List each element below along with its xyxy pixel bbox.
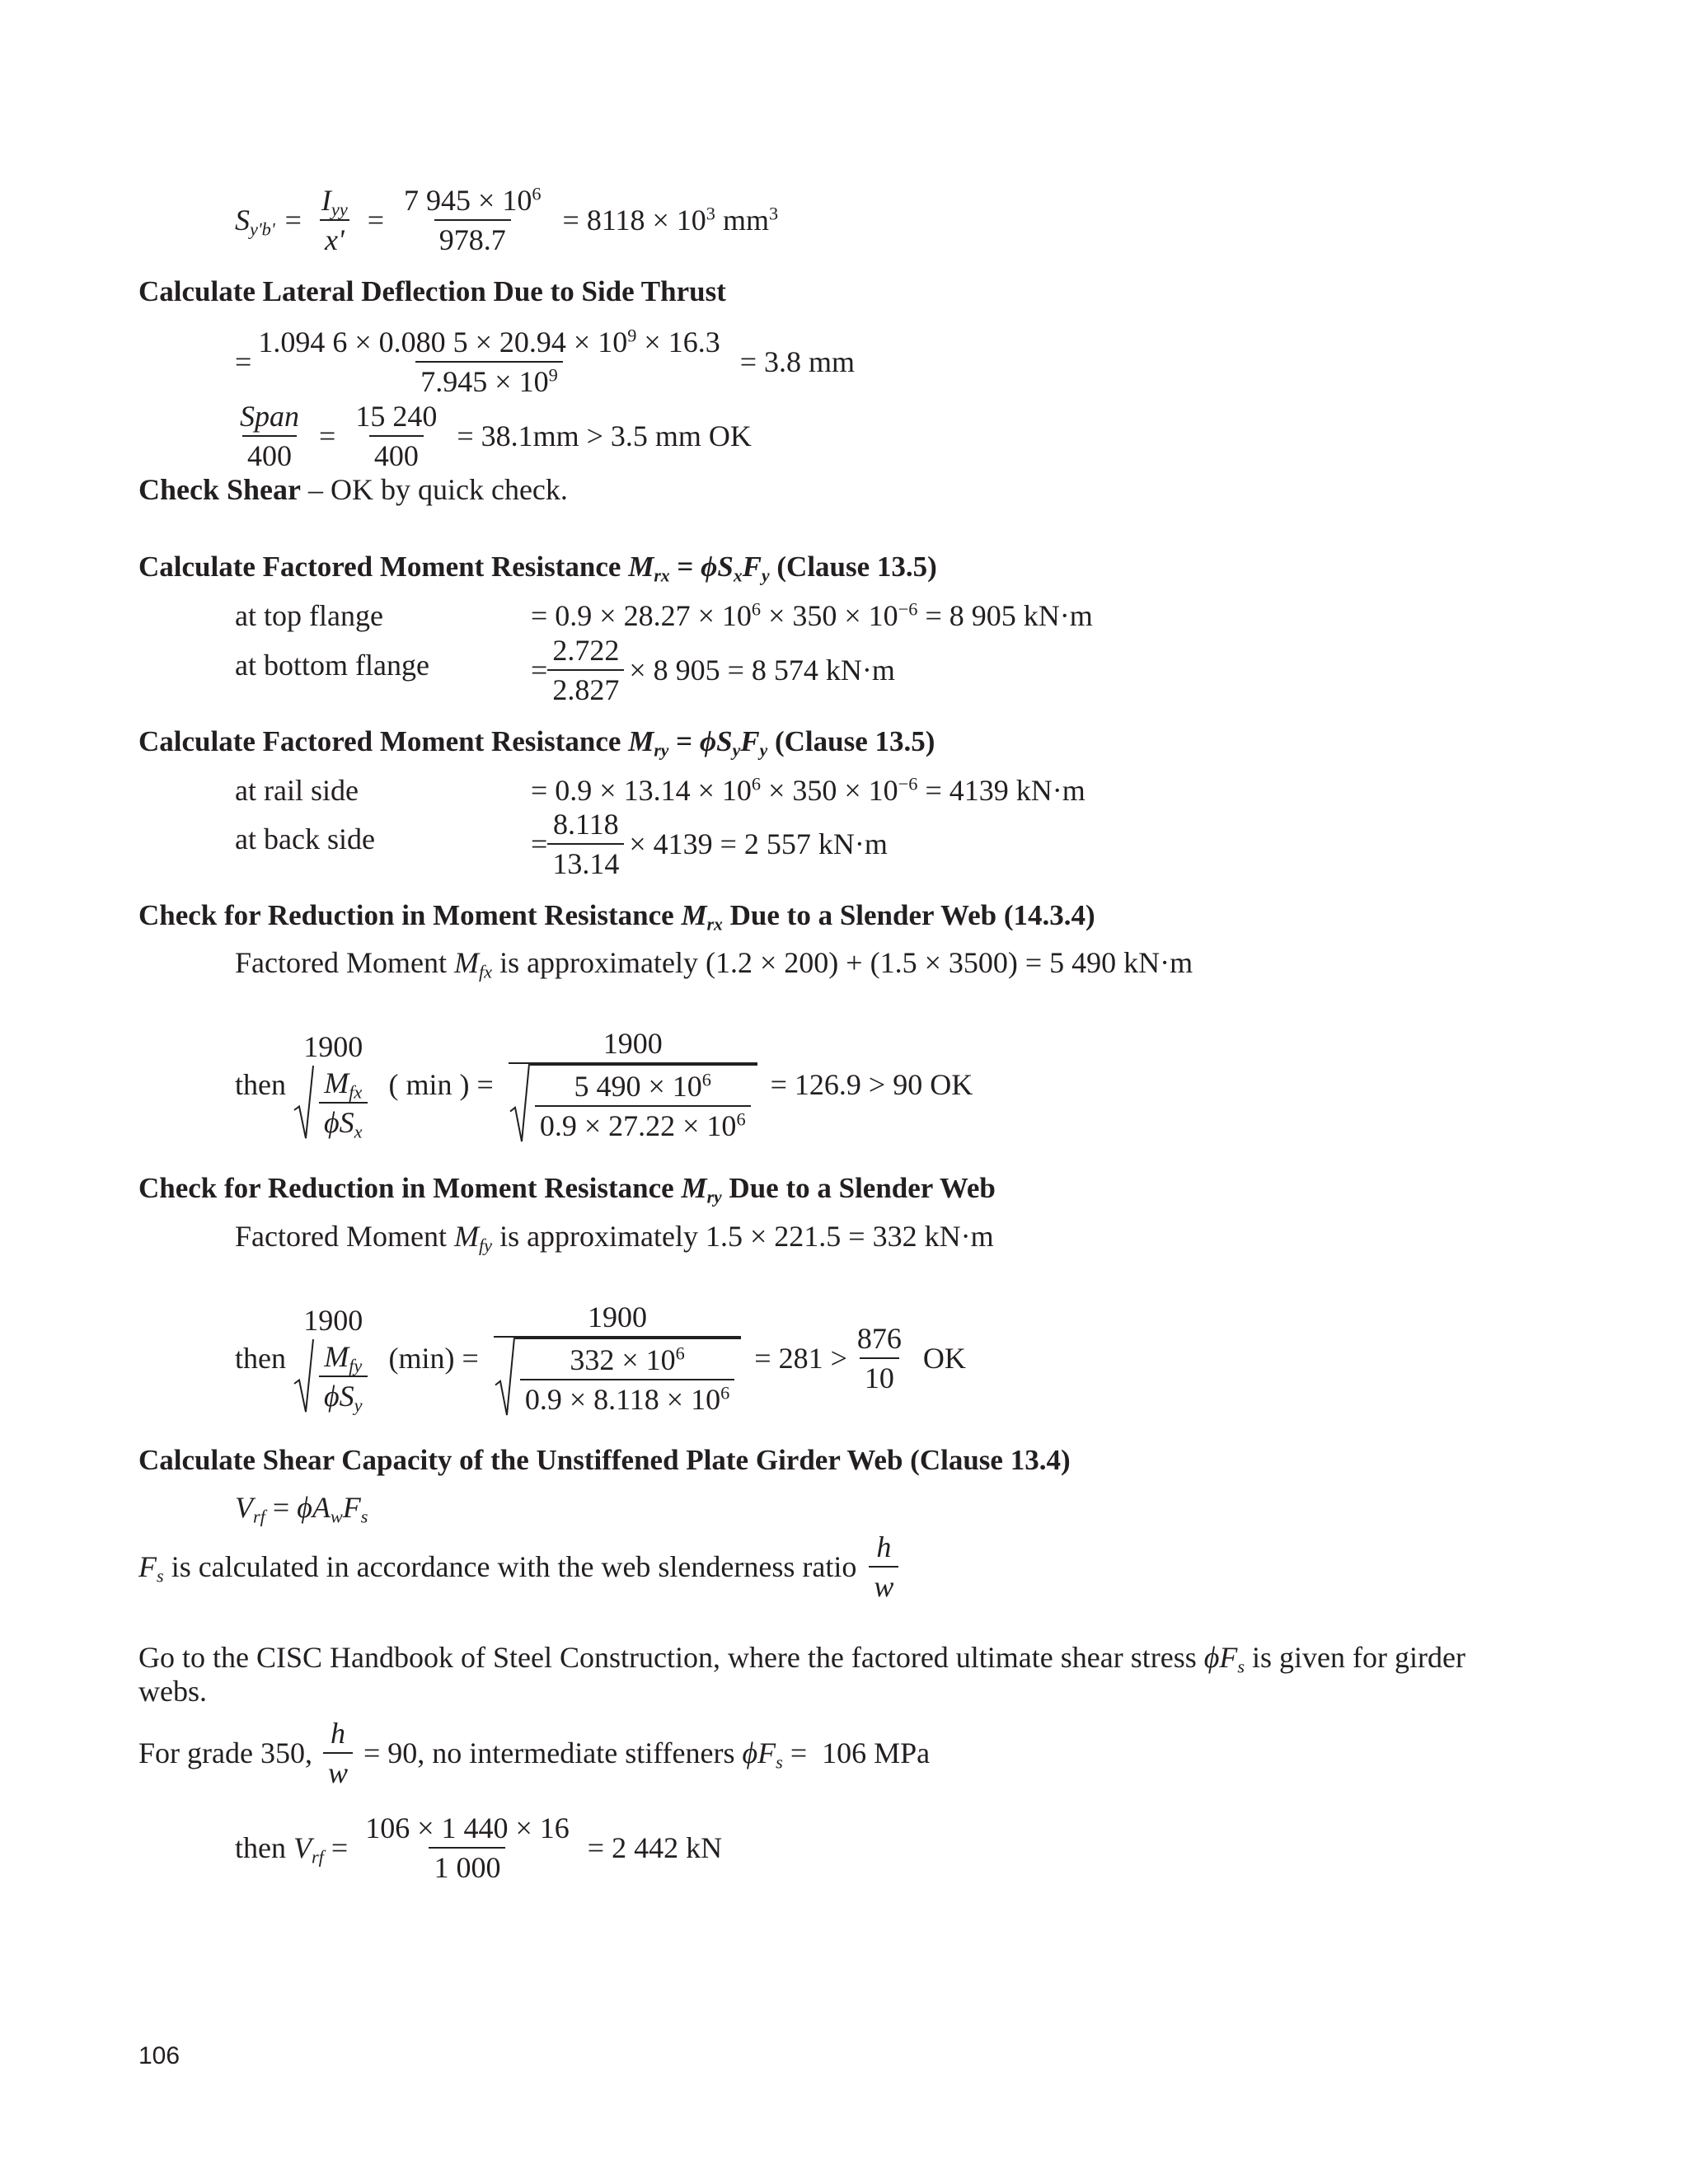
phi-symbol: ϕ: [742, 1736, 758, 1769]
factored-moment-prefix: Factored Moment: [235, 1220, 454, 1253]
num-332: 332 × 10: [570, 1343, 676, 1376]
den-2827: 2.827: [547, 669, 624, 707]
heading-lateral-deflection: Calculate Lateral Deflection Due to Side Thrust: [138, 275, 726, 307]
sym-m: M: [681, 1172, 707, 1204]
sub-s: s: [157, 1565, 164, 1586]
sym-s: S: [716, 725, 733, 757]
sym-s: S: [717, 551, 734, 583]
num-1900: 1900: [303, 1304, 363, 1337]
then-label: then: [235, 1342, 286, 1375]
sup-9a: 9: [627, 325, 637, 346]
deflection-denominator: 7.945 × 10: [420, 365, 549, 398]
heading-slender-x-prefix: Check for Reduction in Moment Resistance: [138, 899, 682, 931]
eq-final-vrf: [235, 1811, 722, 1885]
mry-rail-result: = 4139 kN·m: [917, 774, 1085, 807]
fraction-iyy-over-x: [316, 183, 353, 257]
sub-fx: fx: [478, 961, 493, 982]
sub-s: s: [776, 1751, 783, 1773]
mry-rail-expression: = 0.9 × 13.14 × 10: [531, 774, 752, 807]
sym-f: F: [1219, 1641, 1238, 1674]
deflection-numerator-tail: × 16.3: [636, 326, 720, 359]
mrx-bottom-expr: = $\frac{2.722}{2.827}$ × 8 905 = 8 574 kN·m: [531, 634, 895, 706]
equals: =: [265, 1491, 298, 1524]
grade-mid: = 90, no intermediate stiffeners: [355, 1736, 743, 1769]
num-15240: 15 240: [355, 400, 438, 433]
sym-h: h: [330, 1717, 345, 1750]
num-7945: 7 945 × 10: [404, 184, 532, 217]
cisc-text-1: Go to the CISC Handbook of Steel Construction, where the factored ultimate shear stress: [138, 1641, 1204, 1674]
heading-mry: [138, 725, 935, 761]
equals: =: [323, 1831, 356, 1864]
grade-prefix: For grade 350,: [138, 1736, 320, 1769]
radical-values: [494, 1338, 741, 1417]
num-1900b: 1900: [603, 1027, 663, 1060]
phi-symbol: ϕ: [297, 1491, 312, 1524]
sub-rf: rf: [253, 1506, 265, 1527]
radical-sign-icon: [293, 1339, 314, 1413]
num-876: 876: [856, 1322, 902, 1355]
radical-sign-icon: [494, 1338, 515, 1417]
heading-slender-web-mrx: [138, 899, 1095, 935]
fraction-1900-over-root-values: [494, 1300, 741, 1417]
sym-xprime: x': [320, 219, 349, 257]
cisc-text-2: is given for girder: [1245, 1641, 1465, 1674]
vrf-denominator: 1 000: [429, 1847, 505, 1885]
sym-m: M: [453, 1220, 479, 1253]
fraction-7945-over-978: [399, 183, 546, 257]
sup-minus6: −6: [898, 598, 918, 620]
slenderness-y-result: = 281 >: [754, 1342, 847, 1375]
radical-sign-icon: [293, 1066, 314, 1140]
mry-rail-expr: [531, 773, 1085, 807]
mry-back-result: × 4139 = 2 557 kN·m: [629, 827, 888, 860]
fraction-span-over-400: [235, 399, 304, 473]
eq-slenderness-x: [235, 1026, 973, 1143]
sym-h: h: [876, 1530, 892, 1563]
heading-mry-prefix: Calculate Factored Moment Resistance: [138, 725, 629, 757]
fraction-h-over-w: [869, 1530, 898, 1604]
heading-shear-capacity: Calculate Shear Capacity of the Unstiffened Plate Girder Web (Clause 13.4): [138, 1444, 1071, 1476]
heading-slender-x-suffix: Due to a Slender Web (14.3.4): [722, 899, 1095, 931]
sup-6: 6: [751, 598, 762, 620]
mry-back-expr: = $\frac{8.118}{13.14}$ × 4139 = 2 557 kN·m: [531, 808, 888, 880]
fraction-h-over-w: [323, 1716, 353, 1790]
then-label: then: [235, 1068, 286, 1101]
radical-mfx: [293, 1066, 374, 1140]
heading-mrx: [138, 551, 937, 586]
sub-rf: rf: [311, 1846, 324, 1868]
clause-ref: (Clause 13.5): [767, 725, 935, 757]
check-shear-bold: Check Shear: [138, 473, 301, 506]
mrx-top-label: at top flange: [235, 599, 383, 632]
eq-section-modulus: $S_{y'b'}$ = $\frac{I_{yy}}{x'}$ = $\frac{7 945 \times 10^6}{978.7}$ = $8118 \times 10^3$ $mm^3$: [235, 183, 779, 256]
sup-minus6: −6: [898, 773, 918, 794]
fraction-2722-over-2827: [547, 633, 624, 707]
sup-9b: 9: [548, 364, 558, 386]
sub-yy: yy: [331, 199, 348, 220]
sup-6: 6: [532, 183, 542, 204]
sub-y: y: [759, 740, 768, 761]
sub-s: s: [1237, 1656, 1245, 1677]
phi-symbol: ϕ: [323, 1380, 340, 1413]
heading-mrx-prefix: Calculate Factored Moment Resistance: [138, 551, 629, 583]
sup-6: 6: [751, 773, 762, 794]
den-8118: 0.9 × 8.118 × 10: [524, 1383, 721, 1416]
ok-label: OK: [922, 1342, 966, 1375]
num-5490: 5 490 × 10: [574, 1070, 702, 1103]
radical-values: [509, 1064, 757, 1143]
grade-350-line: [138, 1716, 930, 1790]
cisc-paragraph-line1: [138, 1641, 1465, 1677]
grade-result: = 106 MPa: [782, 1736, 931, 1769]
sub-ry: ry: [706, 1187, 722, 1207]
factored-moment-rest: is approximately 1.5 × 221.5 = 332 kN·m: [492, 1220, 994, 1253]
eq-span-limit: $\frac{\text{Span}}{400}$ = $\frac{15 240}{400}$ = 38.1mm > 3.5 mm OK: [235, 399, 752, 473]
heading-slender-y-prefix: Check for Reduction in Moment Resistance: [138, 1172, 682, 1204]
sym-w: w: [869, 1566, 898, 1604]
fraction-1900-over-root-values: [509, 1026, 757, 1143]
den-978: 978.7: [434, 219, 511, 257]
sup-3b: 3: [768, 203, 779, 224]
mrx-bottom-result: × 8 905 = 8 574 kN·m: [629, 654, 895, 687]
unit-mm: mm: [715, 204, 769, 237]
num-2722: 2.722: [552, 634, 620, 667]
check-shear-rest: – OK by quick check.: [301, 473, 568, 506]
fraction-deflection: [253, 325, 724, 399]
sub-fy: fy: [349, 1355, 363, 1376]
fraction-vrf: [360, 1811, 574, 1885]
den-2722: 0.9 × 27.22 × 10: [539, 1109, 737, 1142]
sub-ry: ry: [654, 740, 669, 761]
eq-vrf: [235, 1491, 368, 1527]
heading-slender-web-mry: [138, 1172, 996, 1207]
result-8118: = 8118 × 10: [562, 204, 706, 237]
vrf-result: = 2 442 kN: [587, 1831, 723, 1864]
sym-v: V: [235, 1491, 253, 1524]
span-label: Span: [240, 400, 299, 433]
sup-6: 6: [736, 1108, 746, 1130]
sym-m: M: [628, 551, 654, 583]
factored-moment-prefix: Factored Moment: [235, 946, 454, 979]
sub-y: y: [732, 740, 741, 761]
factored-moment-mfx: [235, 946, 1193, 982]
sub-rx: rx: [654, 565, 670, 586]
min-label: (min) =: [388, 1342, 479, 1375]
den-400a: 400: [242, 435, 297, 473]
sym-m: M: [324, 1066, 349, 1099]
sup-6: 6: [701, 1069, 711, 1090]
num-1900: 1900: [303, 1030, 363, 1063]
sym-w: w: [323, 1752, 353, 1790]
equals: =: [669, 551, 701, 583]
cisc-paragraph-line2: webs.: [138, 1675, 207, 1708]
sub-x: x: [354, 1121, 363, 1142]
sym-f: F: [138, 1550, 157, 1583]
sym-a: A: [312, 1491, 331, 1524]
sub-y: y: [762, 565, 770, 586]
mry-rail-mid: × 350 × 10: [761, 774, 898, 807]
sub-fx: fx: [349, 1081, 363, 1103]
fs-sentence-text: is calculated in accordance with the web slenderness ratio: [163, 1550, 865, 1583]
slenderness-x-result: = 126.9 > 90 OK: [770, 1068, 973, 1101]
sym-f: F: [757, 1736, 776, 1769]
fraction-1900-over-root: [293, 1303, 374, 1416]
mry-back-label: at back side: [235, 823, 375, 855]
mrx-top-result: = 8 905 kN·m: [917, 599, 1093, 632]
phi-symbol: ϕ: [701, 551, 718, 583]
sub-fy: fy: [478, 1235, 493, 1256]
sub-w: w: [330, 1506, 343, 1527]
sup-6: 6: [720, 1382, 730, 1404]
deflection-numerator: 1.094 6 × 0.080 5 × 20.94 × 10: [258, 326, 628, 359]
page-number: 106: [138, 2042, 181, 2069]
sup-6: 6: [675, 1343, 685, 1364]
fraction-876-over-10: [852, 1321, 907, 1395]
sym-f: F: [342, 1491, 361, 1524]
sup-3a: 3: [706, 203, 715, 224]
span-result: = 38.1mm > 3.5 mm OK: [457, 419, 752, 452]
sym-v: V: [293, 1831, 312, 1864]
eq-slenderness-y: [235, 1300, 966, 1417]
fraction-15240-over-400: [350, 399, 442, 473]
sub-y: y: [354, 1394, 363, 1416]
mrx-top-expression: = 0.9 × 28.27 × 10: [531, 599, 752, 632]
phi-symbol: ϕ: [699, 725, 717, 757]
den-1314: 13.14: [547, 843, 624, 881]
factored-moment-mfy: [235, 1220, 994, 1256]
sym-m: M: [628, 725, 654, 757]
mrx-top-mid: × 350 × 10: [761, 599, 898, 632]
fs-sentence: [138, 1530, 903, 1604]
radical-sign-icon: [509, 1064, 530, 1143]
sym-s: S: [339, 1380, 354, 1413]
num-8118: 8.118: [552, 808, 619, 841]
clause-ref: (Clause 13.5): [769, 551, 937, 583]
sym-i: I: [321, 184, 331, 217]
sub-s: s: [360, 1506, 368, 1527]
then-label: then: [235, 1831, 293, 1864]
radical-mfy: [293, 1339, 374, 1416]
phi-symbol: ϕ: [1203, 1641, 1220, 1674]
mrx-bottom-label: at bottom flange: [235, 649, 429, 682]
eq-deflection: = $\frac{1.094 6 \times 0.080 5 \times 20.94 \times 10^9 \times 16.3}{7.945 \times 10^9}$ = 3.8 mm: [235, 325, 856, 398]
sym-s: S: [339, 1106, 354, 1139]
factored-moment-rest: is approximately (1.2 × 200) + (1.5 × 3500) = 5 490 kN·m: [492, 946, 1193, 979]
mrx-top-expr: [531, 598, 1093, 632]
phi-symbol: ϕ: [323, 1106, 340, 1139]
den-10: 10: [860, 1357, 899, 1395]
num-1900b: 1900: [588, 1301, 648, 1333]
sym-m: M: [681, 899, 707, 931]
heading-slender-y-suffix: Due to a Slender Web: [721, 1172, 996, 1204]
sub-x: x: [733, 565, 743, 586]
sym-m: M: [453, 946, 479, 979]
equals: =: [668, 725, 700, 757]
sym-f: F: [740, 725, 760, 757]
sub-rx: rx: [706, 914, 723, 935]
fraction-1900-over-root: [293, 1029, 374, 1140]
deflection-result: = 3.8 mm: [739, 345, 856, 378]
min-label: ( min ) =: [388, 1068, 494, 1101]
check-shear-line: [138, 475, 568, 504]
vrf-numerator: 106 × 1 440 × 16: [365, 1811, 570, 1844]
sym-m: M: [324, 1340, 349, 1373]
fraction-8118-over-1314: [547, 807, 624, 881]
den-400b: 400: [369, 435, 424, 473]
sym-f: F: [742, 551, 762, 583]
mry-rail-label: at rail side: [235, 774, 359, 807]
sub-ybprime: y'b': [250, 218, 275, 240]
sym-s: S: [235, 204, 250, 237]
